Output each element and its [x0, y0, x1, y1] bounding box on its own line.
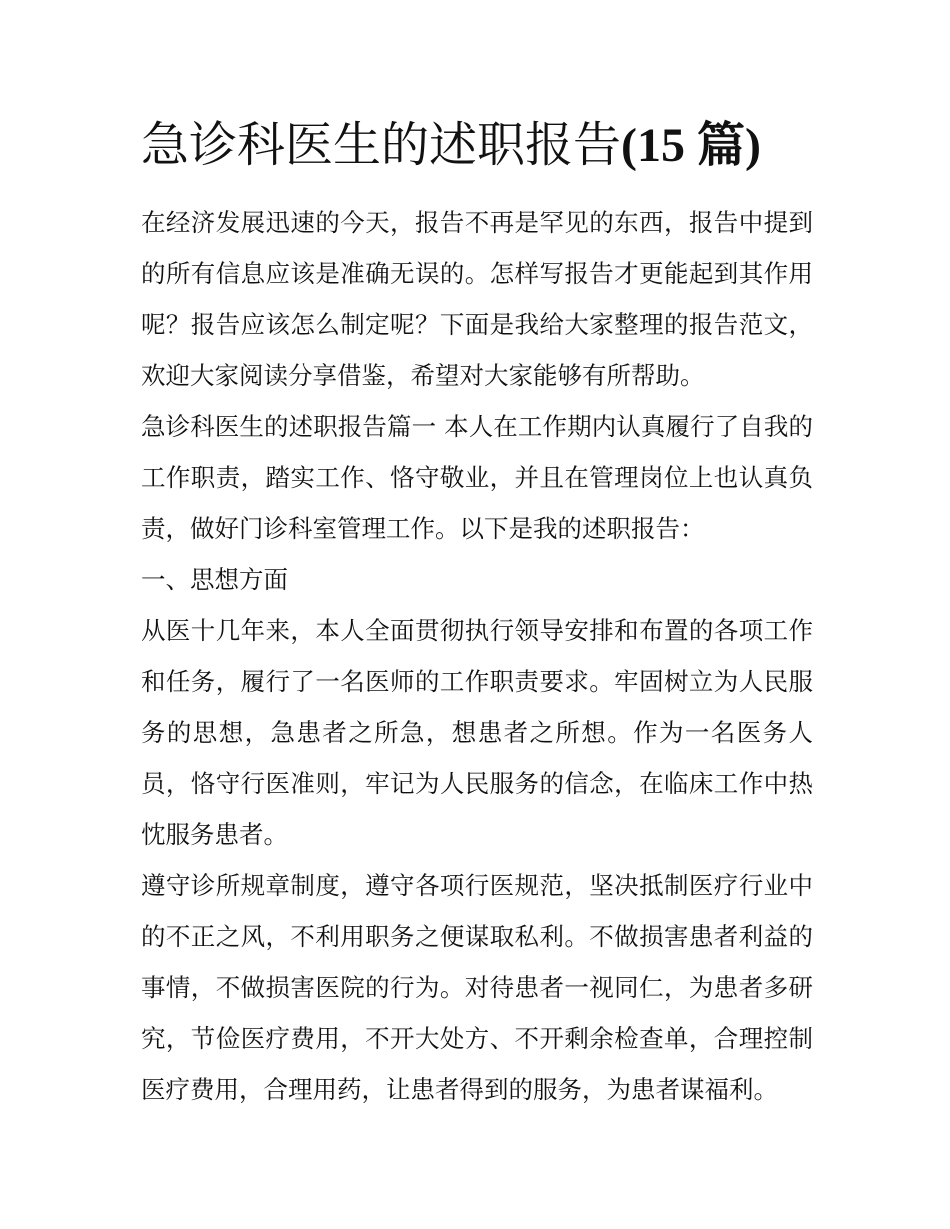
title-main: 急诊科医生的述职报告 [141, 117, 622, 173]
document-title [141, 112, 813, 179]
section-heading-ideology: 一、思想方面 [141, 565, 288, 594]
paragraph-regulations: 遵守诊所规章制度，遵守各项行医规范，坚决抵制医疗行业中的不正之风，不利用职务之便谋取私利。不做损害患者利益的事情，不做损害医院的行为。对待患者一视同仁，为患者多研究，节俭医疗费用，不开大处方、不开剩余检查单，合理控制医疗费用，合理用药，让患者得到的服务，为患者谋福利。 [141, 871, 813, 1104]
paragraph-intro: 在经济发展迅速的今天，报告不再是罕见的东西，报告中提到的所有信息应该是准确无误的。怎样写报告才更能起到其作用呢？报告应该怎么制定呢？下面是我给大家整理的报告范文，欢迎大家阅读分享借鉴，希望对大家能够有所帮助。 [141, 208, 813, 390]
paragraph-ideology: 从医十几年来，本人全面贯彻执行领导安排和布置的各项工作和任务，履行了一名医师的工作职责要求。牢固树立为人民服务的思想，急患者之所急，想患者之所想。作为一名医务人员，恪守行医准则，牢记为人民服务的信念，在临床工作中热忱服务患者。 [141, 616, 813, 849]
title-suffix: (15 篇) [621, 119, 761, 172]
document-body [141, 112, 813, 1115]
paragraph-report-opening: 急诊科医生的述职报告篇一 本人在工作期内认真履行了自我的工作职责，踏实工作、恪守敬业，并且在管理岗位上也认真负责，做好门诊科室管理工作。以下是我的述职报告： [141, 412, 813, 543]
